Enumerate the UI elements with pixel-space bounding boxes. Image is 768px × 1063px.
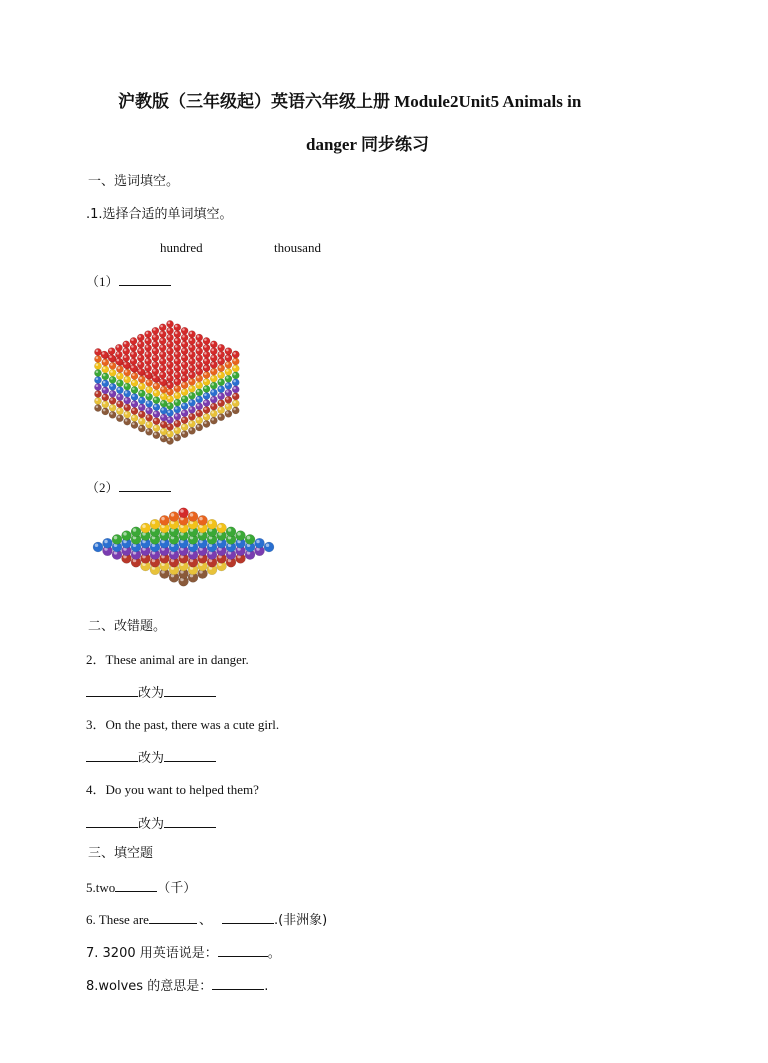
question-7 [86,944,281,962]
question-8-end: . [264,979,269,994]
question-5 [86,879,196,897]
question-6-separator: 、 [198,913,212,928]
question-5-hint: （千） [157,881,197,896]
word-option-thousand: thousand [274,240,321,255]
question-6-text: 6. These are [86,912,149,927]
bead-flat-image [86,505,296,595]
document-title-line1: 沪教版（三年级起）英语六年级上册 Module2Unit5 Animals in [118,92,582,111]
answer-blank-1[interactable] [149,911,197,924]
wrong-word-blank[interactable] [86,749,138,762]
question-7-text: 7. 3200 用英语说是： [86,946,218,961]
item-number: （2） [86,480,119,495]
section-heading-1: 一、选词填空。 [88,174,180,189]
section-heading-3: 三、填空题 [88,846,154,861]
correction-blank[interactable] [164,749,216,762]
question-4: 4．Do you want to helped them? [86,782,259,797]
correction-blank[interactable] [164,684,216,697]
question-1-prompt: .1.选择合适的单词填空。 [86,207,233,222]
answer-blank[interactable] [218,944,268,957]
question-1-item-2 [86,479,171,496]
wrong-word-blank[interactable] [86,815,138,828]
answer-blank[interactable] [115,879,157,892]
document-title-line2: danger 同步练习 [306,135,429,154]
answer-blank[interactable] [119,273,171,286]
correct-label: 改为 [138,686,165,701]
question-1-item-1 [86,273,171,290]
question-5-text: 5.two [86,880,116,895]
question-8-text: 8.wolves 的意思是： [86,979,213,994]
question-3-answer [86,749,216,767]
question-2-answer [86,684,216,702]
question-6-hint: .(非洲象) [273,913,328,928]
question-7-end: 。 [267,946,281,961]
answer-blank[interactable] [119,479,171,492]
answer-blank-2[interactable] [222,911,274,924]
word-option-hundred: hundred [160,240,203,255]
question-2: 2．These animal are in danger. [86,652,249,667]
wrong-word-blank[interactable] [86,684,138,697]
correct-label: 改为 [138,817,165,832]
correct-label: 改为 [138,751,165,766]
section-heading-2: 二、改错题。 [88,619,167,634]
question-8 [86,977,268,995]
bead-cube-image [90,318,260,458]
question-6 [86,911,327,929]
answer-blank[interactable] [212,977,264,990]
question-4-answer [86,815,216,833]
question-3: 3．On the past, there was a cute girl. [86,717,280,732]
item-number: （1） [86,274,119,289]
correction-blank[interactable] [164,815,216,828]
